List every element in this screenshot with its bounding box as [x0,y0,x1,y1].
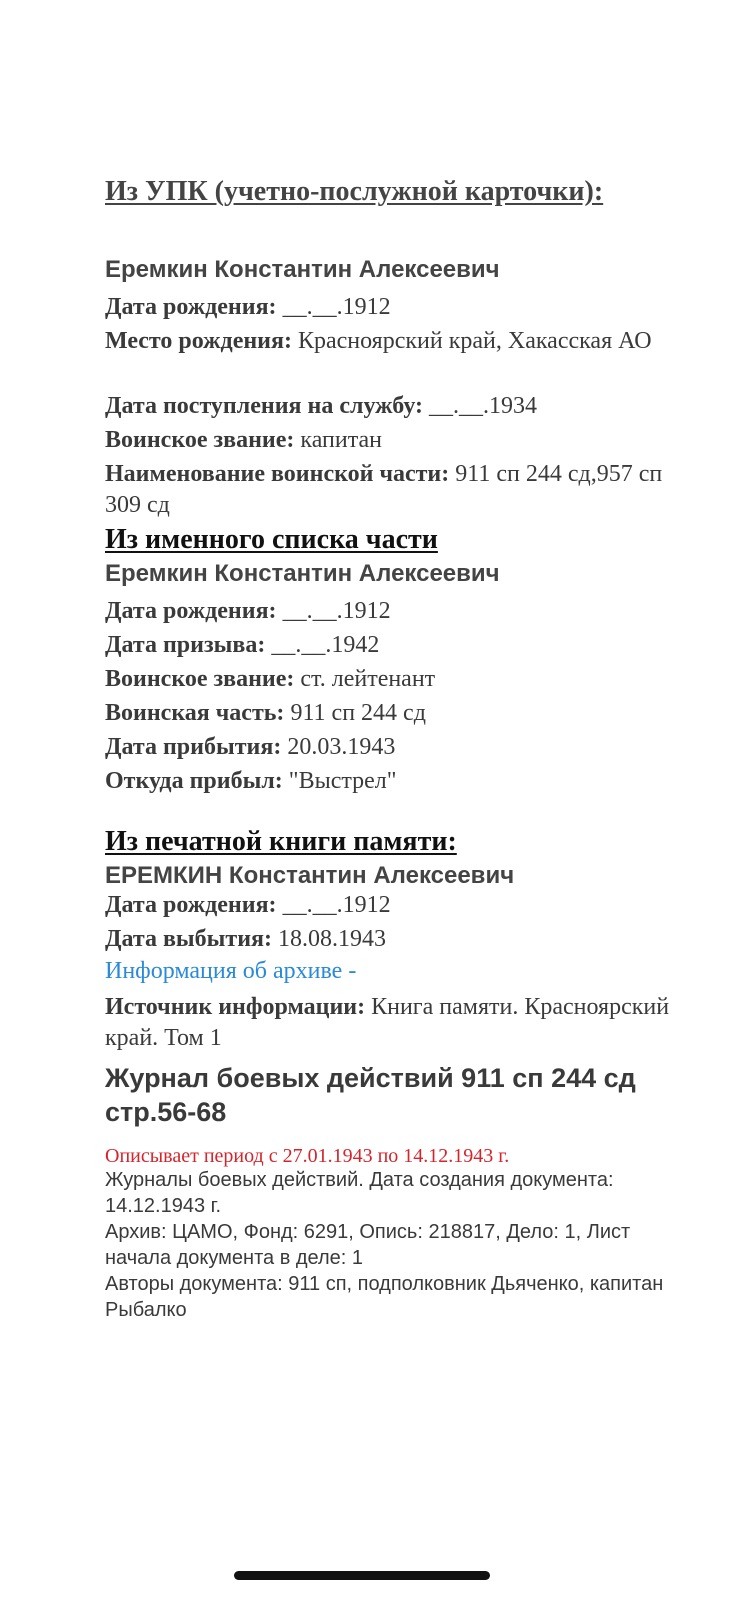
unit-list-draft-date-label: Дата призыва: [105,632,266,658]
upk-rank [105,425,685,456]
upk-birth-place-label: Место рождения: [105,328,292,354]
upk-birth-date [105,292,685,323]
journal-archive: Архив: ЦАМО, Фонд: 6291, Опись: 218817, Дело: 1, Лист начала документа в деле: 1 [105,1221,631,1269]
upk-birth-place-value: Красноярский край, Хакасская АО [297,328,652,354]
unit-list-arrival-date-value: 20.03.1943 [287,734,396,760]
unit-list-heading: Из именного списка части [105,524,438,555]
unit-list-rank-value: ст. лейтенант [300,666,436,692]
upk-rank-value: капитан [300,427,382,453]
upk-heading: Из УПК (учетно-послужной карточки): [105,176,604,207]
unit-list-unit [105,698,685,729]
unit-list-arrived-from [105,766,685,797]
memory-book-departure-date-label: Дата выбытия: [105,926,273,952]
unit-list-rank [105,664,685,695]
unit-list-draft-date-value: __.__.1942 [271,632,380,658]
unit-list-arrival-date-label: Дата прибытия: [105,734,282,760]
memory-book-departure-date-value: 18.08.1943 [278,926,387,952]
unit-list-unit-label: Воинская часть: [105,700,285,726]
journal-title: Журнал боевых действий 911 сп 244 сд стр.56-68 [105,1063,636,1127]
upk-birth-place [105,326,685,357]
unit-list-rank-label: Воинское звание: [105,666,295,692]
upk-service-start-label: Дата поступления на службу: [105,393,423,419]
upk-unit-label: Наименование воинской части: [105,461,450,487]
unit-list-birth-date-label: Дата рождения: [105,598,277,624]
unit-list-person-name: Еремкин Константин Алексеевич [105,560,500,587]
unit-list-birth-date-value: __.__.1912 [282,598,391,624]
memory-book-birth-date-value: __.__.1912 [282,892,391,918]
memory-book-person-name: ЕРЕМКИН Константин Алексеевич [105,862,515,889]
memory-book-source [105,992,685,1054]
upk-rank-label: Воинское звание: [105,427,295,453]
unit-list-arrival-date [105,732,685,763]
upk-service-start-value: __.__.1934 [429,393,537,419]
memory-book-source-value: Книга памяти. Красноярский край. Том 1 [105,994,670,1051]
memory-book-departure-date [105,924,685,955]
memory-book-birth-date [105,890,685,921]
journal-description: Журналы боевых действий. Дата создания документа: 14.12.1943 г. [105,1169,614,1217]
unit-list-draft-date [105,630,685,661]
unit-list-arrived-from-value: "Выстрел" [288,768,397,794]
upk-birth-date-value: __.__.1912 [282,294,391,320]
upk-unit [105,459,685,521]
memory-book-heading: Из печатной книги памяти: [105,826,457,857]
home-indicator[interactable] [234,1571,490,1580]
memory-book-source-label: Источник информации: [105,994,366,1020]
journal-period: Описывает период с 27.01.1943 по 14.12.1943 г. [105,1145,510,1167]
upk-unit-value: 911 сп 244 сд,957 сп 309 сд [105,461,663,518]
unit-list-birth-date [105,596,685,627]
upk-service-start [105,391,685,422]
unit-list-unit-value: 911 сп 244 сд [290,700,426,726]
upk-person-name: Еремкин Константин Алексеевич [105,256,500,283]
archive-info-link[interactable]: Информация об архиве - [105,958,357,984]
unit-list-arrived-from-label: Откуда прибыл: [105,768,283,794]
journal-authors: Авторы документа: 911 сп, подполковник Дьяченко, капитан Рыбалко [105,1273,664,1321]
memory-book-birth-date-label: Дата рождения: [105,892,277,918]
upk-birth-date-label: Дата рождения: [105,294,277,320]
